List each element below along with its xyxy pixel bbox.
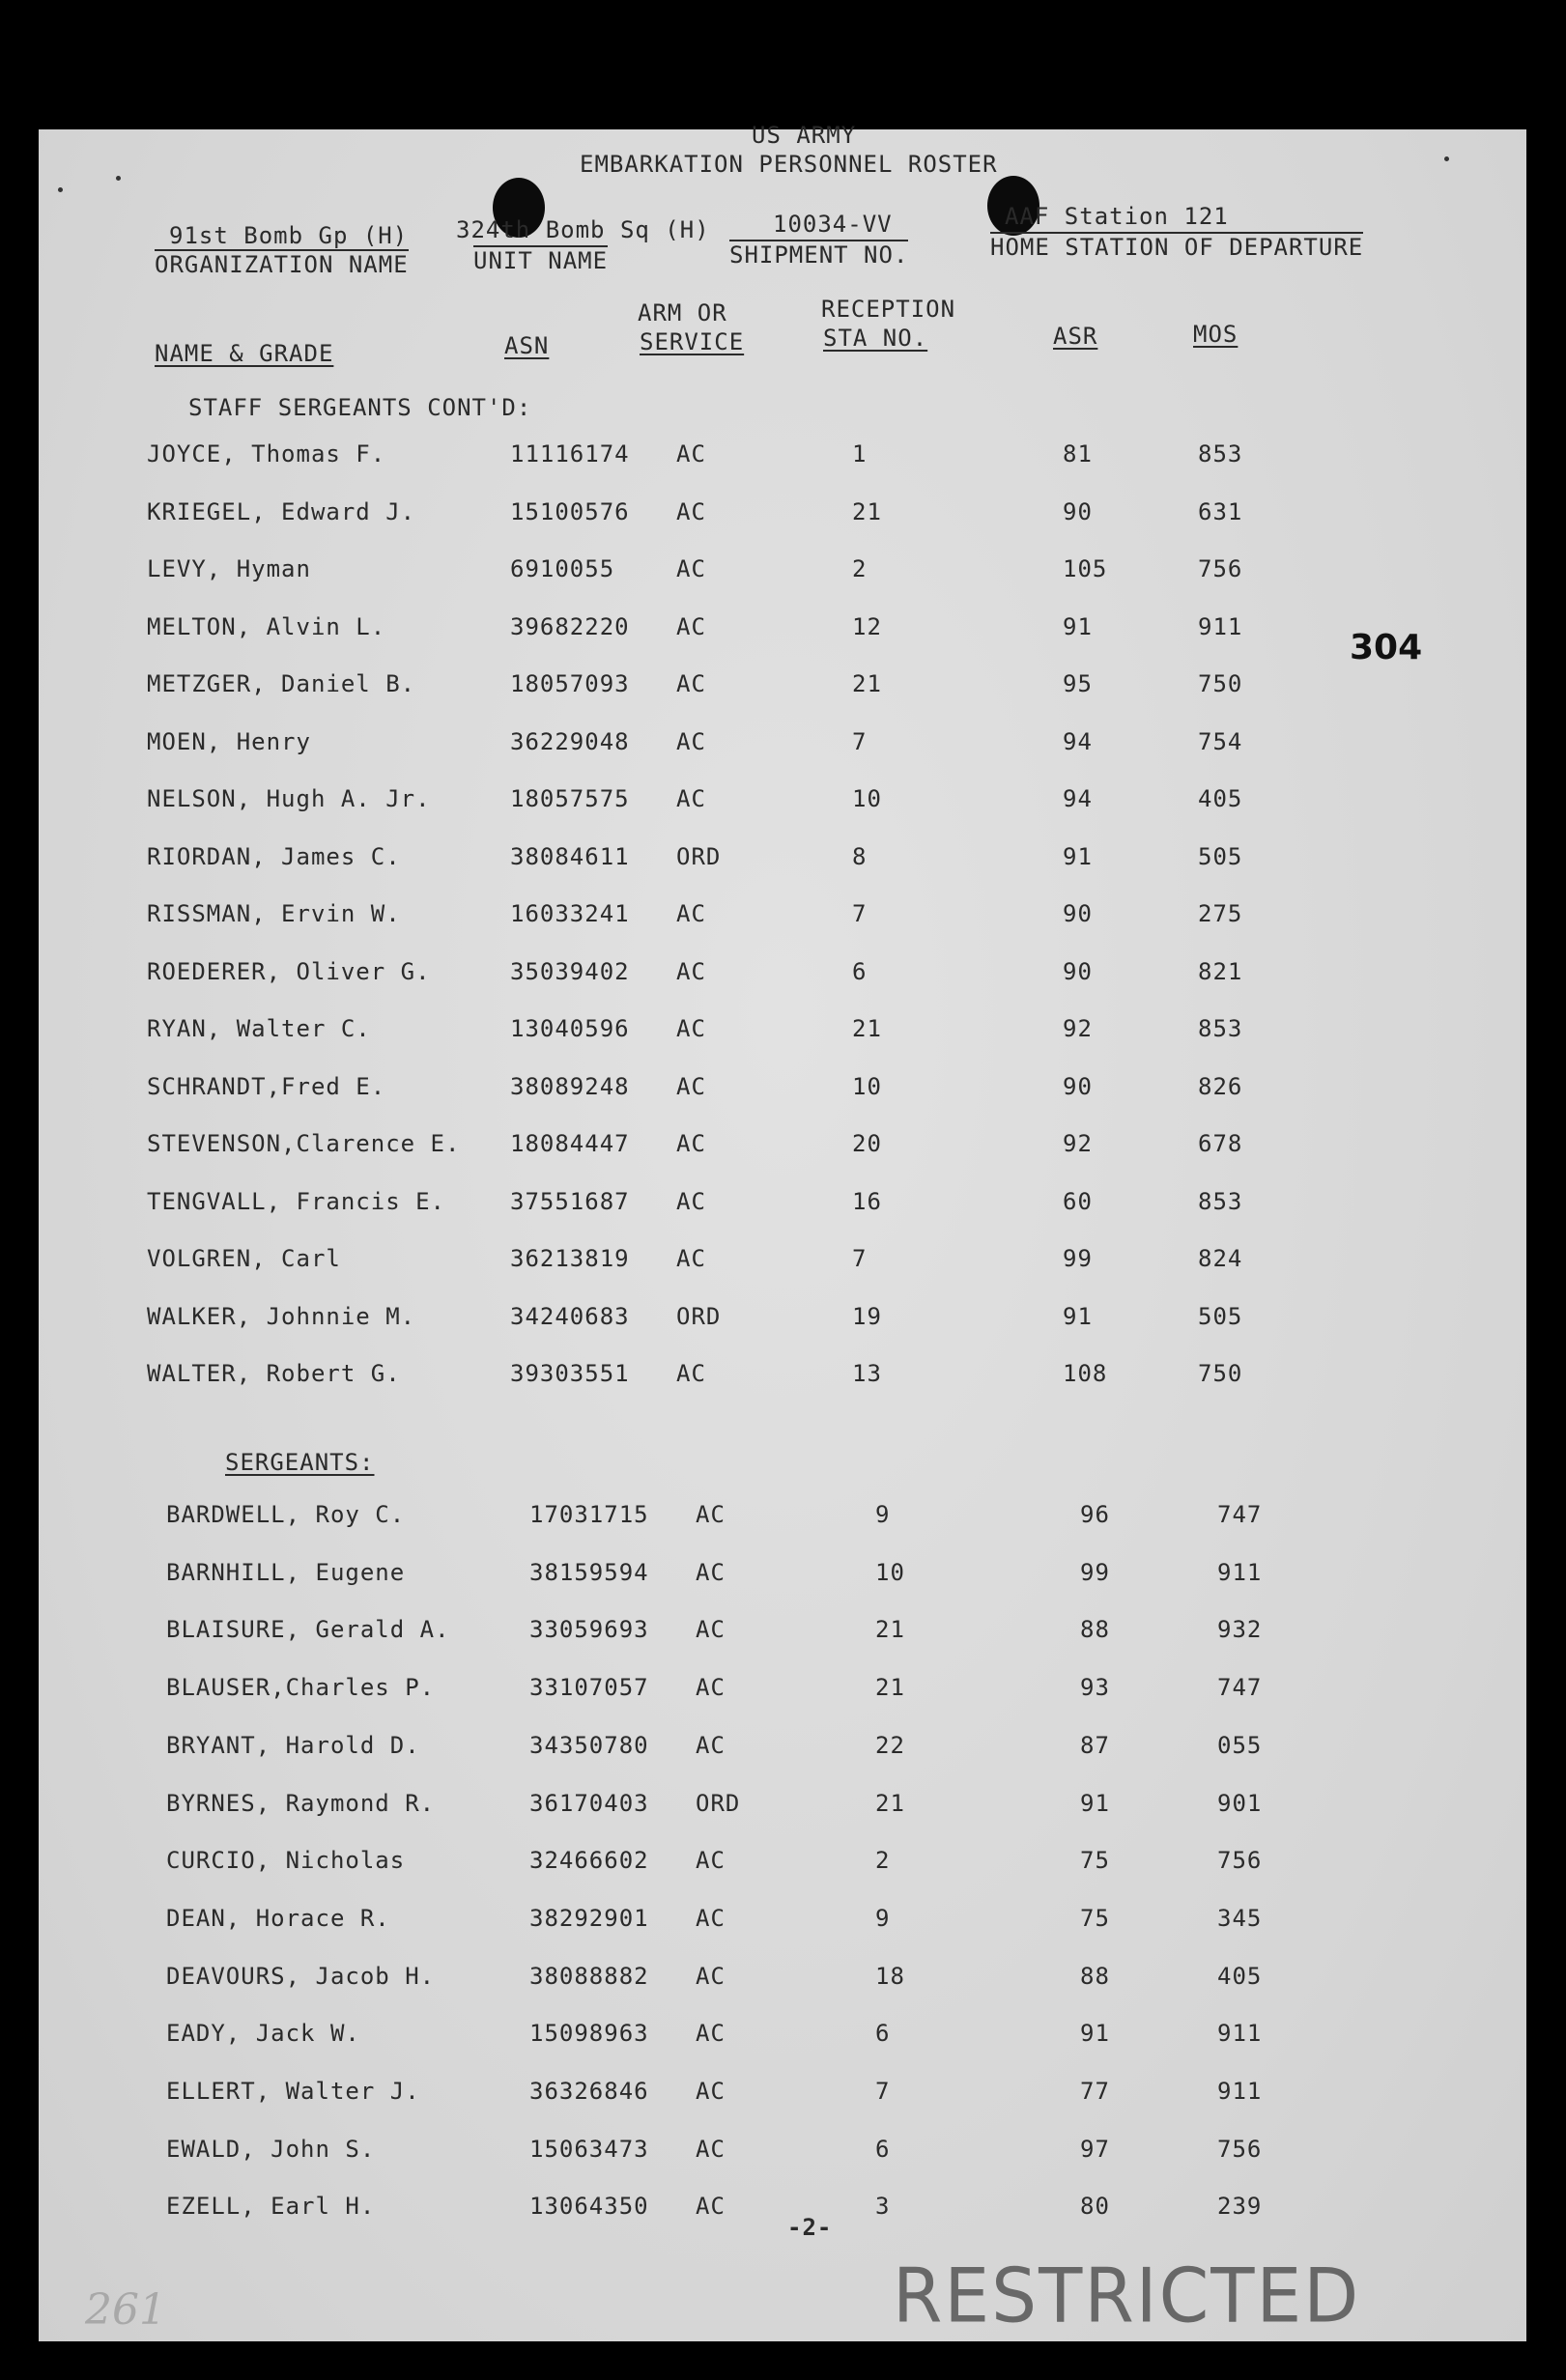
- soldier-arm: ORD: [676, 842, 722, 870]
- footer-page: -2-: [787, 2214, 833, 2241]
- table-row: [39, 1732, 1526, 1771]
- soldier-arm: AC: [696, 1731, 726, 1759]
- soldier-mos: 756: [1198, 555, 1243, 582]
- soldier-mos: 911: [1217, 1558, 1263, 1586]
- soldier-name: KRIEGEL, Edward J.: [147, 497, 416, 525]
- soldier-arm: AC: [696, 1847, 726, 1875]
- table-row: [39, 670, 1526, 709]
- soldier-asr: 94: [1063, 785, 1093, 812]
- soldier-arm: AC: [676, 900, 706, 927]
- soldier-arm: AC: [676, 1015, 706, 1042]
- soldier-asn: 36229048: [510, 727, 630, 755]
- soldier-reception-sta: 6: [875, 2020, 891, 2048]
- soldier-mos: 756: [1217, 2135, 1263, 2163]
- soldier-asn: 15100576: [510, 497, 630, 525]
- soldier-name: BRYANT, Harold D.: [166, 1731, 420, 1759]
- table-row: [39, 1245, 1526, 1284]
- soldier-mos: 754: [1198, 727, 1243, 755]
- soldier-asr: 93: [1080, 1674, 1110, 1702]
- soldier-reception-sta: 18: [875, 1962, 905, 1990]
- col-asr: ASR: [1053, 323, 1098, 350]
- soldier-asr: 91: [1080, 1789, 1110, 1817]
- soldier-arm: AC: [676, 440, 706, 468]
- soldier-name: RISSMAN, Ervin W.: [147, 900, 401, 927]
- soldier-arm: AC: [696, 1558, 726, 1586]
- soldier-name: STEVENSON,Clarence E.: [147, 1130, 461, 1157]
- table-row: [39, 1790, 1526, 1828]
- soldier-asr: 88: [1080, 1962, 1110, 1990]
- soldier-mos: 826: [1198, 1072, 1243, 1100]
- soldier-name: BARDWELL, Roy C.: [166, 1501, 406, 1528]
- soldier-asn: 18057575: [510, 785, 630, 812]
- table-row: [39, 1847, 1526, 1885]
- table-row: [39, 1905, 1526, 1943]
- soldier-mos: 505: [1198, 842, 1243, 870]
- section-staff-sergeants: STAFF SERGEANTS CONT'D:: [188, 394, 532, 421]
- soldier-asr: 92: [1063, 1015, 1093, 1042]
- paper-speck: [1444, 156, 1449, 161]
- soldier-asr: 75: [1080, 1847, 1110, 1875]
- soldier-mos: 747: [1217, 1501, 1263, 1528]
- soldier-arm: AC: [676, 957, 706, 985]
- col-rec-line1: RECEPTION: [821, 296, 956, 323]
- soldier-mos: 756: [1217, 1847, 1263, 1875]
- soldier-asr: 108: [1063, 1360, 1108, 1387]
- soldier-asn: 34240683: [510, 1302, 630, 1330]
- table-row: [39, 728, 1526, 767]
- soldier-asr: 91: [1080, 2020, 1110, 2048]
- paper-speck: [116, 176, 121, 181]
- soldier-reception-sta: 8: [852, 842, 868, 870]
- soldier-asr: 81: [1063, 440, 1093, 468]
- soldier-name: ELLERT, Walter J.: [166, 2078, 420, 2105]
- table-row: [39, 1674, 1526, 1713]
- soldier-mos: 901: [1217, 1789, 1263, 1817]
- soldier-arm: AC: [676, 1130, 706, 1157]
- soldier-arm: AC: [676, 785, 706, 812]
- soldier-arm: AC: [696, 1904, 726, 1932]
- col-arm-line1: ARM OR: [638, 299, 727, 326]
- soldier-name: SCHRANDT,Fred E.: [147, 1072, 386, 1100]
- soldier-reception-sta: 2: [852, 555, 868, 582]
- table-row: [39, 958, 1526, 997]
- soldier-asr: 94: [1063, 727, 1093, 755]
- table-row: [39, 1963, 1526, 2001]
- table-row: [39, 2193, 1526, 2231]
- soldier-mos: 505: [1198, 1302, 1243, 1330]
- soldier-reception-sta: 21: [852, 670, 882, 697]
- handwritten-number: 261: [85, 2285, 166, 2335]
- soldier-arm: AC: [676, 727, 706, 755]
- organization-label: ORGANIZATION NAME: [155, 251, 409, 278]
- soldier-reception-sta: 9: [875, 1501, 891, 1528]
- soldier-reception-sta: 20: [852, 1130, 882, 1157]
- table-row: [39, 900, 1526, 939]
- col-name-grade: NAME & GRADE: [155, 340, 334, 367]
- home-station: AAF Station 121: [1005, 203, 1229, 230]
- page-number: 304: [1350, 628, 1423, 667]
- soldier-reception-sta: 6: [852, 957, 868, 985]
- table-row: [39, 498, 1526, 537]
- paper-speck: [58, 187, 63, 192]
- soldier-name: MOEN, Henry: [147, 727, 311, 755]
- soldier-arm: AC: [676, 612, 706, 640]
- soldier-mos: 055: [1217, 1731, 1263, 1759]
- soldier-name: TENGVALL, Francis E.: [147, 1187, 445, 1215]
- soldier-asn: 36326846: [529, 2078, 649, 2105]
- soldier-asn: 18057093: [510, 670, 630, 697]
- table-row: [39, 1073, 1526, 1112]
- soldier-asr: 92: [1063, 1130, 1093, 1157]
- table-row: [39, 843, 1526, 882]
- soldier-reception-sta: 21: [875, 1674, 905, 1702]
- soldier-arm: AC: [696, 1501, 726, 1528]
- unit-name: 324th Bomb Sq (H): [456, 216, 710, 243]
- soldier-mos: 911: [1217, 2020, 1263, 2048]
- soldier-mos: 405: [1198, 785, 1243, 812]
- table-row: [39, 1360, 1526, 1399]
- soldier-arm: AC: [676, 1072, 706, 1100]
- soldier-asn: 16033241: [510, 900, 630, 927]
- soldier-arm: AC: [676, 1245, 706, 1272]
- soldier-name: NELSON, Hugh A. Jr.: [147, 785, 431, 812]
- soldier-asr: 77: [1080, 2078, 1110, 2105]
- soldier-asn: 11116174: [510, 440, 630, 468]
- soldier-asn: 34350780: [529, 1731, 649, 1759]
- section-sergeants: SERGEANTS:: [225, 1449, 375, 1476]
- soldier-mos: 239: [1217, 2193, 1263, 2221]
- table-row: [39, 613, 1526, 652]
- soldier-asn: 38084611: [510, 842, 630, 870]
- soldier-asn: 36170403: [529, 1789, 649, 1817]
- soldier-asr: 88: [1080, 1616, 1110, 1644]
- soldier-mos: 678: [1198, 1130, 1243, 1157]
- soldier-name: BYRNES, Raymond R.: [166, 1789, 436, 1817]
- col-arm-line2: SERVICE: [640, 328, 745, 355]
- soldier-arm: AC: [676, 1187, 706, 1215]
- soldier-name: BLAISURE, Gerald A.: [166, 1616, 450, 1644]
- soldier-mos: 853: [1198, 440, 1243, 468]
- soldier-asn: 39303551: [510, 1360, 630, 1387]
- soldier-asn: 39682220: [510, 612, 630, 640]
- soldier-asr: 99: [1080, 1558, 1110, 1586]
- soldier-mos: 750: [1198, 670, 1243, 697]
- soldier-name: WALTER, Robert G.: [147, 1360, 401, 1387]
- soldier-name: EWALD, John S.: [166, 2135, 376, 2163]
- table-row: [39, 1559, 1526, 1598]
- soldier-asr: 90: [1063, 957, 1093, 985]
- soldier-name: LEVY, Hyman: [147, 555, 311, 582]
- soldier-reception-sta: 21: [875, 1616, 905, 1644]
- soldier-mos: 747: [1217, 1674, 1263, 1702]
- soldier-asn: 38088882: [529, 1962, 649, 1990]
- soldier-reception-sta: 21: [852, 1015, 882, 1042]
- soldier-asn: 15098963: [529, 2020, 649, 2048]
- header-line2: EMBARKATION PERSONNEL ROSTER: [580, 151, 998, 178]
- soldier-name: METZGER, Daniel B.: [147, 670, 416, 697]
- soldier-reception-sta: 7: [875, 2078, 891, 2105]
- soldier-name: RIORDAN, James C.: [147, 842, 401, 870]
- soldier-asr: 105: [1063, 555, 1108, 582]
- soldier-asn: 33107057: [529, 1674, 649, 1702]
- table-row: [39, 1616, 1526, 1655]
- col-rec-line2: STA NO.: [823, 325, 928, 352]
- soldier-mos: 275: [1198, 900, 1243, 927]
- soldier-reception-sta: 19: [852, 1302, 882, 1330]
- soldier-arm: AC: [696, 2020, 726, 2048]
- table-row: [39, 1130, 1526, 1169]
- soldier-arm: AC: [696, 1616, 726, 1644]
- soldier-mos: 932: [1217, 1616, 1263, 1644]
- soldier-mos: 631: [1198, 497, 1243, 525]
- organization-name: 91st Bomb Gp (H): [169, 222, 409, 249]
- soldier-name: MELTON, Alvin L.: [147, 612, 386, 640]
- soldier-asr: 80: [1080, 2193, 1110, 2221]
- soldier-name: EZELL, Earl H.: [166, 2193, 376, 2221]
- soldier-asn: 6910055: [510, 555, 615, 582]
- soldier-arm: AC: [696, 2135, 726, 2163]
- soldier-arm: AC: [696, 2193, 726, 2221]
- soldier-name: EADY, Jack W.: [166, 2020, 360, 2048]
- restricted-stamp: RESTRICTED: [893, 2252, 1361, 2340]
- soldier-reception-sta: 13: [852, 1360, 882, 1387]
- soldier-arm: AC: [676, 1360, 706, 1387]
- soldier-asn: 38089248: [510, 1072, 630, 1100]
- soldier-reception-sta: 21: [875, 1789, 905, 1817]
- soldier-asr: 90: [1063, 900, 1093, 927]
- soldier-mos: 750: [1198, 1360, 1243, 1387]
- soldier-reception-sta: 6: [875, 2135, 891, 2163]
- soldier-name: ROEDERER, Oliver G.: [147, 957, 431, 985]
- soldier-asr: 90: [1063, 1072, 1093, 1100]
- home-station-label: HOME STATION OF DEPARTURE: [990, 234, 1364, 261]
- table-row: [39, 440, 1526, 479]
- table-row: [39, 1188, 1526, 1227]
- soldier-asn: 33059693: [529, 1616, 649, 1644]
- soldier-asn: 15063473: [529, 2135, 649, 2163]
- table-row: [39, 2020, 1526, 2058]
- soldier-name: DEAN, Horace R.: [166, 1904, 390, 1932]
- soldier-name: WALKER, Johnnie M.: [147, 1302, 416, 1330]
- soldier-asn: 13064350: [529, 2193, 649, 2221]
- soldier-arm: ORD: [676, 1302, 722, 1330]
- table-row: [39, 555, 1526, 594]
- soldier-reception-sta: 10: [852, 785, 882, 812]
- soldier-reception-sta: 12: [852, 612, 882, 640]
- table-row: [39, 2136, 1526, 2174]
- table-row: [39, 1303, 1526, 1342]
- soldier-asn: 13040596: [510, 1015, 630, 1042]
- soldier-asr: 91: [1063, 1302, 1093, 1330]
- soldier-reception-sta: 3: [875, 2193, 891, 2221]
- soldier-asn: 38159594: [529, 1558, 649, 1586]
- unit-label: UNIT NAME: [473, 247, 609, 274]
- soldier-asn: 37551687: [510, 1187, 630, 1215]
- soldier-reception-sta: 21: [852, 497, 882, 525]
- soldier-reception-sta: 10: [852, 1072, 882, 1100]
- soldier-asn: 32466602: [529, 1847, 649, 1875]
- soldier-name: JOYCE, Thomas F.: [147, 440, 386, 468]
- soldier-name: DEAVOURS, Jacob H.: [166, 1962, 436, 1990]
- soldier-asr: 60: [1063, 1187, 1093, 1215]
- soldier-arm: AC: [676, 497, 706, 525]
- soldier-mos: 824: [1198, 1245, 1243, 1272]
- soldier-arm: AC: [676, 670, 706, 697]
- soldier-asn: 17031715: [529, 1501, 649, 1528]
- soldier-mos: 405: [1217, 1962, 1263, 1990]
- soldier-reception-sta: 7: [852, 1245, 868, 1272]
- soldier-arm: AC: [676, 555, 706, 582]
- soldier-arm: ORD: [696, 1789, 741, 1817]
- soldier-asn: 36213819: [510, 1245, 630, 1272]
- soldier-mos: 911: [1217, 2078, 1263, 2105]
- soldier-arm: AC: [696, 1674, 726, 1702]
- shipment-no: 10034-VV: [773, 211, 893, 238]
- table-row: [39, 1015, 1526, 1054]
- soldier-name: BARNHILL, Eugene: [166, 1558, 406, 1586]
- soldier-asr: 99: [1063, 1245, 1093, 1272]
- soldier-name: RYAN, Walter C.: [147, 1015, 371, 1042]
- soldier-reception-sta: 2: [875, 1847, 891, 1875]
- soldier-asr: 97: [1080, 2135, 1110, 2163]
- soldier-name: VOLGREN, Carl: [147, 1245, 341, 1272]
- table-row: [39, 2078, 1526, 2116]
- soldier-mos: 853: [1198, 1187, 1243, 1215]
- soldier-mos: 345: [1217, 1904, 1263, 1932]
- header-line1: US ARMY: [752, 122, 857, 149]
- soldier-asr: 91: [1063, 842, 1093, 870]
- soldier-asn: 35039402: [510, 957, 630, 985]
- col-mos: MOS: [1193, 321, 1239, 348]
- soldier-name: BLAUSER,Charles P.: [166, 1674, 436, 1702]
- soldier-asr: 75: [1080, 1904, 1110, 1932]
- soldier-asr: 91: [1063, 612, 1093, 640]
- soldier-reception-sta: 16: [852, 1187, 882, 1215]
- soldier-reception-sta: 10: [875, 1558, 905, 1586]
- col-asn: ASN: [504, 332, 550, 359]
- soldier-arm: AC: [696, 2078, 726, 2105]
- soldier-reception-sta: 22: [875, 1731, 905, 1759]
- soldier-reception-sta: 1: [852, 440, 868, 468]
- soldier-name: CURCIO, Nicholas: [166, 1847, 406, 1875]
- soldier-arm: AC: [696, 1962, 726, 1990]
- roster-sheet: [39, 122, 1526, 2341]
- table-row: [39, 785, 1526, 824]
- soldier-mos: 853: [1198, 1015, 1243, 1042]
- soldier-asr: 87: [1080, 1731, 1110, 1759]
- soldier-reception-sta: 7: [852, 727, 868, 755]
- shipment-label: SHIPMENT NO.: [729, 241, 909, 269]
- soldier-asr: 96: [1080, 1501, 1110, 1528]
- table-row: [39, 1501, 1526, 1540]
- soldier-asn: 38292901: [529, 1904, 649, 1932]
- soldier-mos: 911: [1198, 612, 1243, 640]
- soldier-asr: 90: [1063, 497, 1093, 525]
- soldier-reception-sta: 9: [875, 1904, 891, 1932]
- soldier-asr: 95: [1063, 670, 1093, 697]
- soldier-reception-sta: 7: [852, 900, 868, 927]
- soldier-mos: 821: [1198, 957, 1243, 985]
- soldier-asn: 18084447: [510, 1130, 630, 1157]
